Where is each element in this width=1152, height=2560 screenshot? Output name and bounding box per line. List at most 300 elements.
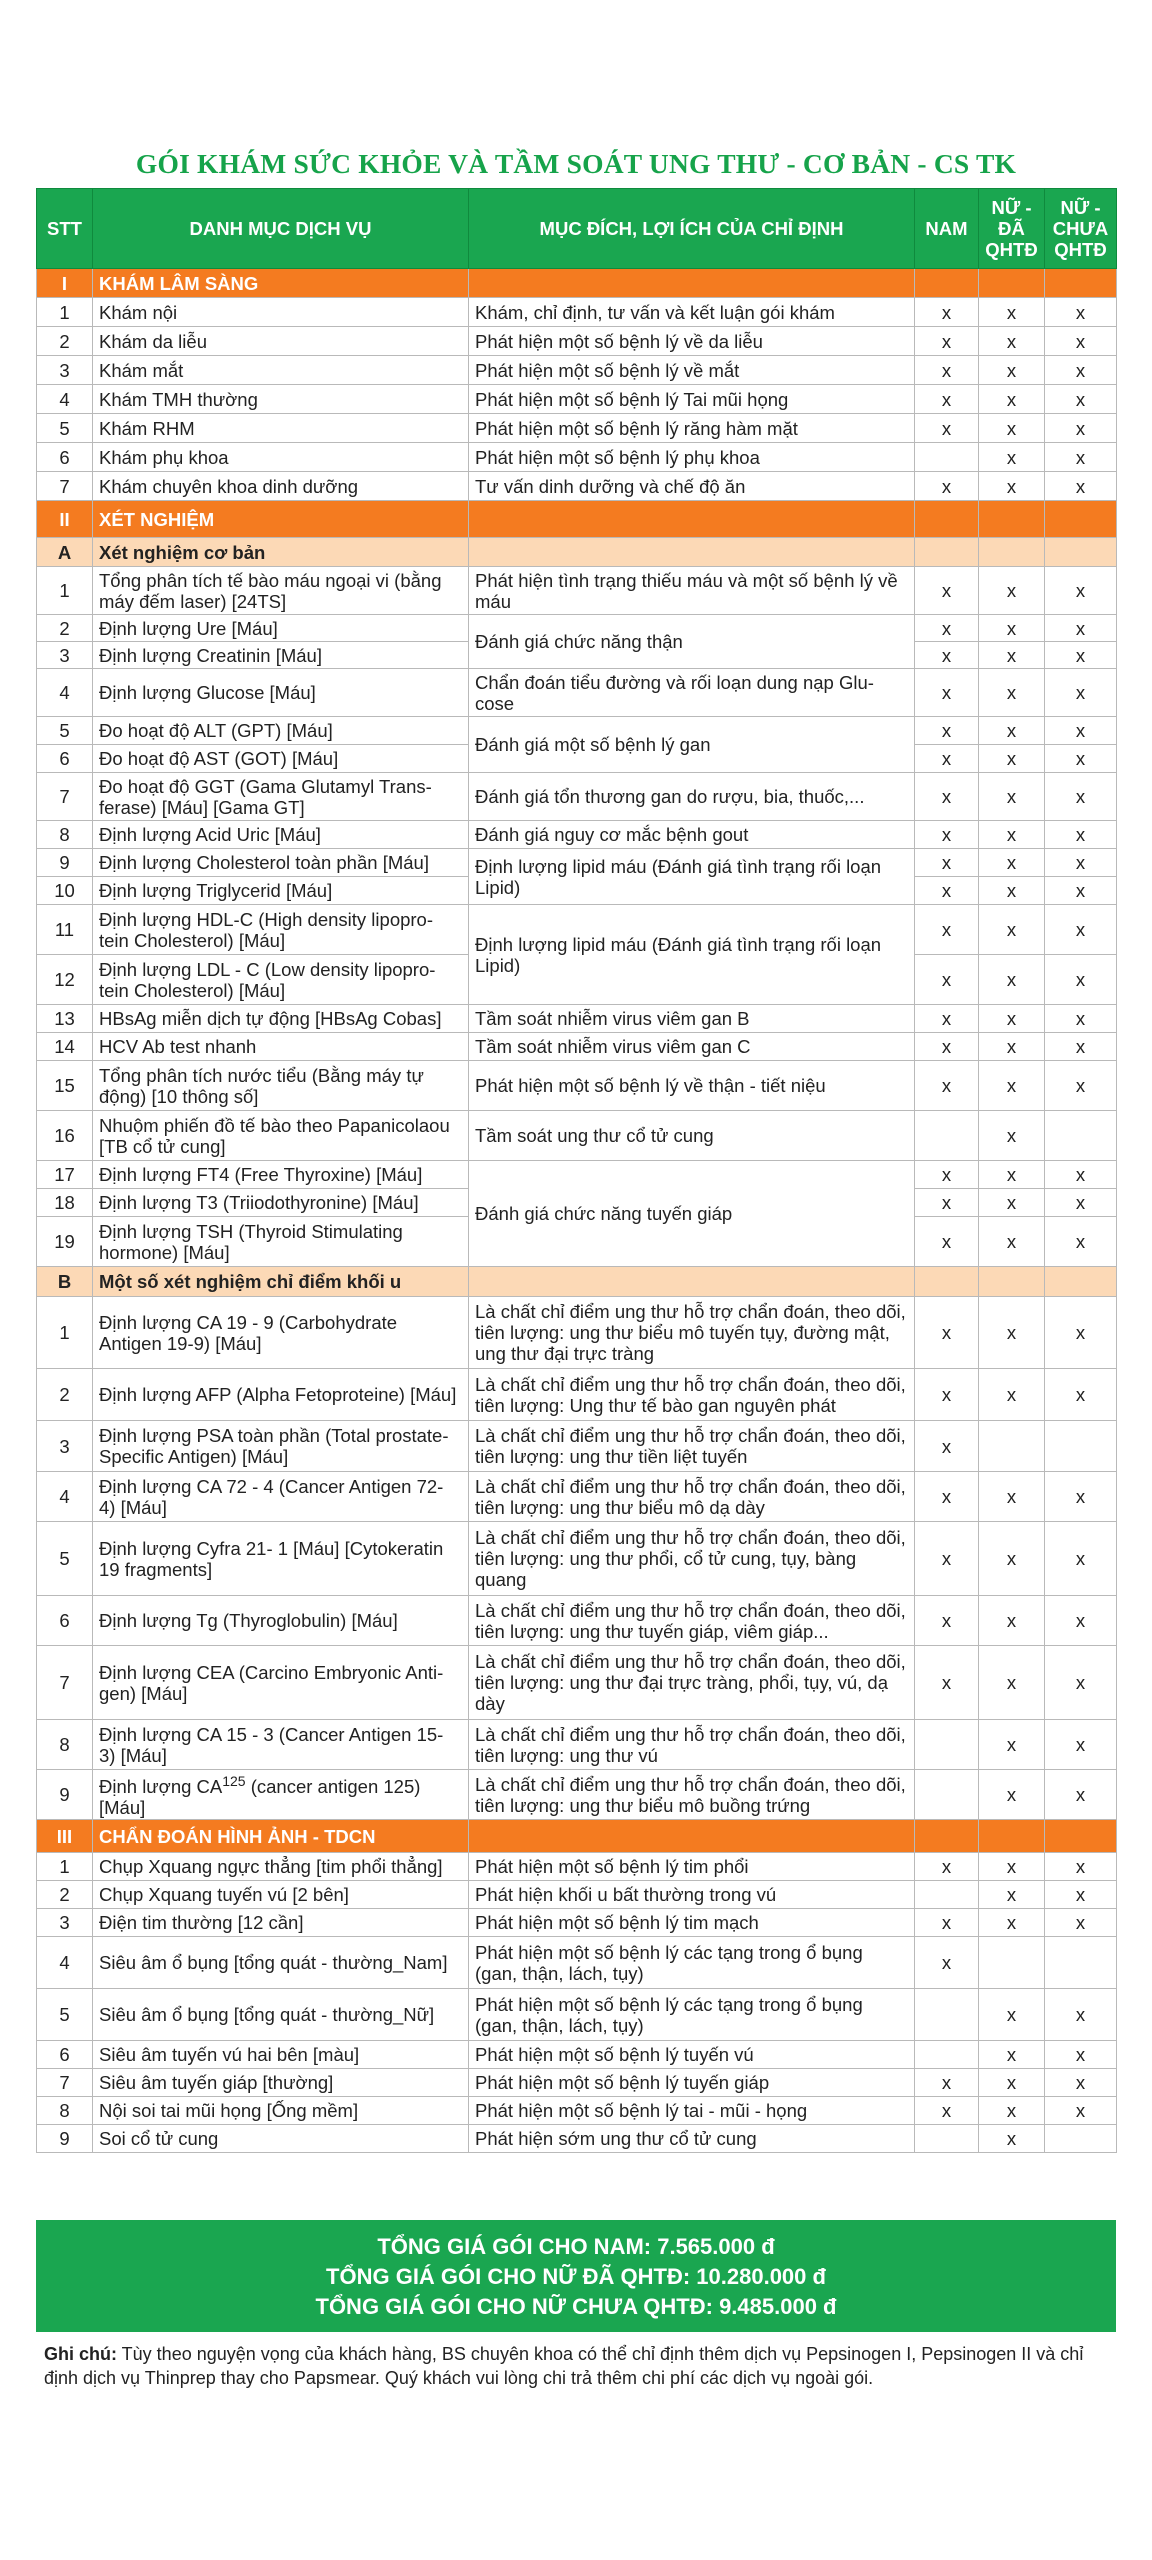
row-service: Định lượng Acid Uric [Máu] (93, 821, 469, 849)
row-stt: 10 (37, 877, 93, 905)
mark-nu-da: x (979, 443, 1045, 472)
mark-nu-da: x (979, 414, 1045, 443)
mark-nam: x (915, 356, 979, 385)
row-purpose: Là chất chỉ điểm ung thư hỗ trợ chẩn đoán, theo dõi, tiên lượng: ung thư tiền liệt tuyến (469, 1421, 915, 1472)
row-service: Tổng phân tích nước tiểu (Bằng máy tự động) [10 thông số] (93, 1061, 469, 1111)
table-row (37, 1033, 1117, 1061)
mark-nu-chua: x (1045, 849, 1117, 877)
table-row (37, 905, 1117, 955)
mark-nu-chua: x (1045, 1909, 1117, 1937)
table-row (37, 669, 1117, 717)
section-number: I (37, 269, 93, 298)
mark-nam: x (915, 1472, 979, 1522)
mark-nam: x (915, 877, 979, 905)
table-row (37, 2041, 1117, 2069)
mark-nam: x (915, 1061, 979, 1111)
mark-nu-da: x (979, 1033, 1045, 1061)
mark-nu-da: x (979, 1596, 1045, 1646)
row-purpose: Là chất chỉ điểm ung thư hỗ trợ chẩn đoán, theo dõi, tiên lượng: ung thư tuyến giáp, viêm giáp... (469, 1596, 915, 1646)
mark-nam: x (915, 1369, 979, 1421)
mark-nam: x (915, 1217, 979, 1267)
table-row (37, 385, 1117, 414)
mark-nam: x (915, 1189, 979, 1217)
row-service: Định lượng CA 19 - 9 (Carbohydrate Antigen 19-9) [Máu] (93, 1297, 469, 1369)
row-service: HBsAg miễn dịch tự động [HBsAg Cobas] (93, 1005, 469, 1033)
mark-nu-chua: x (1045, 877, 1117, 905)
row-purpose: Phát hiện một số bệnh lý tim mạch (469, 1909, 915, 1937)
row-purpose: Chẩn đoán tiểu đường và rối loạn dung nạp Glu-cose (469, 669, 915, 717)
row-purpose: Đánh giá một số bệnh lý gan (469, 717, 915, 773)
mark-nu-da: x (979, 1770, 1045, 1820)
subsection-row (37, 1267, 1117, 1297)
row-stt: 7 (37, 773, 93, 821)
mark-nu-da: x (979, 615, 1045, 642)
row-service: Siêu âm tuyến giáp [thường] (93, 2069, 469, 2097)
row-service-text: (cancer antigen 125) [Máu] (99, 1776, 421, 1819)
row-stt: 3 (37, 356, 93, 385)
row-purpose: Phát hiện một số bệnh lý về da liễu (469, 327, 915, 356)
header-nu-chua: NỮ - CHƯA QHTĐ (1045, 189, 1117, 269)
mark-nu-chua: x (1045, 356, 1117, 385)
row-service: Định lượng Ure [Máu] (93, 615, 469, 642)
mark-nam: x (915, 1646, 979, 1720)
row-purpose: Phát hiện một số bệnh lý các tạng trong ổ bụng (gan, thận, lách, tụy) (469, 1989, 915, 2041)
mark-nam: x (915, 414, 979, 443)
mark-nu-da: x (979, 1111, 1045, 1161)
row-service: Định lượng Tg (Thyroglobulin) [Máu] (93, 1596, 469, 1646)
mark-nu-da: x (979, 773, 1045, 821)
mark-nu-da: x (979, 1472, 1045, 1522)
row-purpose: Là chất chỉ điểm ung thư hỗ trợ chẩn đoán, theo dõi, tiên lượng: Ung thư tế bào gan nguyên phát (469, 1369, 915, 1421)
row-stt: 13 (37, 1005, 93, 1033)
mark-nu-da: x (979, 1005, 1045, 1033)
row-service: Siêu âm ổ bụng [tổng quát - thường_Nam] (93, 1937, 469, 1989)
mark-nu-da: x (979, 1989, 1045, 2041)
row-purpose: Khám, chỉ định, tư vấn và kết luận gói khám (469, 298, 915, 327)
row-service: Định lượng CEA (Carcino Embryonic Anti-gen) [Máu] (93, 1646, 469, 1720)
row-purpose: Phát hiện một số bệnh lý tai - mũi - họng (469, 2097, 915, 2125)
row-service: Định lượng CA 15 - 3 (Cancer Antigen 15- 3) [Máu] (93, 1720, 469, 1770)
price-nam: TỔNG GIÁ GÓI CHO NAM: 7.565.000 đ (377, 2234, 775, 2259)
table-row (37, 1853, 1117, 1881)
row-stt: 2 (37, 615, 93, 642)
table-row (37, 1369, 1117, 1421)
mark-nu-da: x (979, 1369, 1045, 1421)
mark-nu-chua: x (1045, 1061, 1117, 1111)
table-row (37, 1909, 1117, 1937)
mark-nu-chua: x (1045, 1881, 1117, 1909)
section-title: KHÁM LÂM SÀNG (93, 269, 469, 298)
mark-nu-chua: x (1045, 414, 1117, 443)
row-service: Định lượng Triglycerid [Máu] (93, 877, 469, 905)
table-row (37, 2097, 1117, 2125)
mark-nam: x (915, 1937, 979, 1989)
row-service: Đo hoạt độ AST (GOT) [Máu] (93, 745, 469, 773)
row-stt: 6 (37, 745, 93, 773)
table-row (37, 1297, 1117, 1369)
mark-nu-chua: x (1045, 642, 1117, 669)
mark-nam: x (915, 745, 979, 773)
mark-nam: x (915, 567, 979, 615)
row-stt: 8 (37, 1720, 93, 1770)
mark-nu-chua: x (1045, 1853, 1117, 1881)
mark-nu-chua: x (1045, 1472, 1117, 1522)
row-stt: 7 (37, 2069, 93, 2097)
price-nu-da-qhtd: TỔNG GIÁ GÓI CHO NỮ ĐÃ QHTĐ: 10.280.000 đ (326, 2264, 826, 2289)
mark-nu-chua: x (1045, 385, 1117, 414)
row-purpose: Đánh giá tổn thương gan do rượu, bia, thuốc,... (469, 773, 915, 821)
mark-nu-chua: x (1045, 1161, 1117, 1189)
header-stt: STT (37, 189, 93, 269)
row-stt: 2 (37, 1369, 93, 1421)
mark-nam: x (915, 1909, 979, 1937)
row-service: Chụp Xquang tuyến vú [2 bên] (93, 1881, 469, 1909)
row-purpose: Phát hiện một số bệnh lý Tai mũi họng (469, 385, 915, 414)
row-stt: 4 (37, 669, 93, 717)
table-row (37, 1005, 1117, 1033)
row-stt: 16 (37, 1111, 93, 1161)
mark-nu-chua: x (1045, 443, 1117, 472)
mark-nu-da: x (979, 1909, 1045, 1937)
mark-nu-da: x (979, 877, 1045, 905)
mark-nu-da: x (979, 745, 1045, 773)
mark-nam: x (915, 298, 979, 327)
mark-nam: x (915, 669, 979, 717)
mark-nu-chua: x (1045, 1369, 1117, 1421)
table-row (37, 2125, 1117, 2153)
row-service: Định lượng Creatinin [Máu] (93, 642, 469, 669)
mark-nu-chua: x (1045, 1297, 1117, 1369)
mark-nu-chua: x (1045, 1989, 1117, 2041)
row-purpose: Định lượng lipid máu (Đánh giá tình trạng rối loạn Lipid) (469, 849, 915, 905)
row-stt: 5 (37, 414, 93, 443)
row-purpose: Phát hiện một số bệnh lý tuyến vú (469, 2041, 915, 2069)
mark-nu-da: x (979, 642, 1045, 669)
row-purpose: Là chất chỉ điểm ung thư hỗ trợ chẩn đoán, theo dõi, tiên lượng: ung thư biểu mô dạ dày (469, 1472, 915, 1522)
service-table (36, 188, 1117, 2153)
row-purpose: Phát hiện một số bệnh lý về thận - tiết niệu (469, 1061, 915, 1111)
row-purpose: Phát hiện một số bệnh lý răng hàm mặt (469, 414, 915, 443)
row-stt: 1 (37, 567, 93, 615)
row-service: Khám da liễu (93, 327, 469, 356)
row-purpose: Phát hiện một số bệnh lý tim phổi (469, 1853, 915, 1881)
mark-nu-da: x (979, 905, 1045, 955)
row-service: Khám mắt (93, 356, 469, 385)
table-row (37, 773, 1117, 821)
mark-nu-chua: x (1045, 2069, 1117, 2097)
row-stt: 19 (37, 1217, 93, 1267)
mark-nu-chua: x (1045, 472, 1117, 501)
mark-nu-da: x (979, 1646, 1045, 1720)
row-purpose: Phát hiện một số bệnh lý các tạng trong ổ bụng (gan, thận, lách, tụy) (469, 1937, 915, 1989)
row-service: Đo hoạt độ GGT (Gama Glutamyl Trans-ferase) [Máu] [Gama GT] (93, 773, 469, 821)
mark-nu-da: x (979, 1881, 1045, 1909)
header-purpose: MỤC ĐÍCH, LỢI ÍCH CỦA CHỈ ĐỊNH (469, 189, 915, 269)
row-purpose: Định lượng lipid máu (Đánh giá tình trạng rối loạn Lipid) (469, 905, 915, 1005)
row-purpose: Đánh giá nguy cơ mắc bệnh gout (469, 821, 915, 849)
table-row (37, 1061, 1117, 1111)
mark-nu-chua: x (1045, 669, 1117, 717)
mark-nam: x (915, 385, 979, 414)
row-stt: 9 (37, 1770, 93, 1820)
mark-nu-chua: x (1045, 821, 1117, 849)
mark-nam: x (915, 1522, 979, 1596)
mark-nu-da: x (979, 2125, 1045, 2153)
mark-nu-da: x (979, 327, 1045, 356)
section-number: III (37, 1820, 93, 1853)
row-service: Soi cổ tử cung (93, 2125, 469, 2153)
row-service: Tổng phân tích tế bào máu ngoại vi (bằng máy đếm laser) [24TS] (93, 567, 469, 615)
subsection-letter: B (37, 1267, 93, 1297)
mark-nam: x (915, 2097, 979, 2125)
mark-nu-da: x (979, 2097, 1045, 2125)
row-purpose: Phát hiện khối u bất thường trong vú (469, 1881, 915, 1909)
row-service: HCV Ab test nhanh (93, 1033, 469, 1061)
note-text: Tùy theo nguyện vọng của khách hàng, BS chuyên khoa có thể chỉ định thêm dịch vụ Pepsinogen I, Pepsinogen II và chỉ định dịch vụ Thinprep thay cho Papsmear. Quý khách vui lòng chi trả thêm chi phí các dịch vụ ngoài gói. (44, 2344, 1084, 2388)
mark-nu-da: x (979, 821, 1045, 849)
mark-nu-chua: x (1045, 1005, 1117, 1033)
row-stt: 6 (37, 1596, 93, 1646)
mark-nam: x (915, 955, 979, 1005)
mark-nu-da: x (979, 385, 1045, 414)
row-purpose: Là chất chỉ điểm ung thư hỗ trợ chẩn đoán, theo dõi, tiên lượng: ung thư đại trực tràng, phổi, tụy, vú, dạ dày (469, 1646, 915, 1720)
mark-nu-da: x (979, 567, 1045, 615)
row-purpose: Tầm soát ung thư cổ tử cung (469, 1111, 915, 1161)
mark-nam: x (915, 1421, 979, 1472)
mark-nu-da: x (979, 298, 1045, 327)
mark-nu-da: x (979, 2041, 1045, 2069)
row-purpose: Là chất chỉ điểm ung thư hỗ trợ chẩn đoán, theo dõi, tiên lượng: ung thư vú (469, 1720, 915, 1770)
row-service: Nhuộm phiến đồ tế bào theo Papanicolaou [TB cổ tử cung] (93, 1111, 469, 1161)
row-purpose: Là chất chỉ điểm ung thư hỗ trợ chẩn đoán, theo dõi, tiên lượng: ung thư biểu mô tuyến tụy, đường mật, ung thư đại trực tràng (469, 1297, 915, 1369)
mark-nam: x (915, 327, 979, 356)
mark-nu-da: x (979, 1720, 1045, 1770)
mark-nu-da: x (979, 849, 1045, 877)
row-purpose: Phát hiện một số bệnh lý tuyến giáp (469, 2069, 915, 2097)
mark-nu-chua: x (1045, 327, 1117, 356)
mark-nu-da: x (979, 1061, 1045, 1111)
row-service: Định lượng Glucose [Máu] (93, 669, 469, 717)
table-row (37, 821, 1117, 849)
table-row (37, 615, 1117, 642)
row-purpose: Là chất chỉ điểm ung thư hỗ trợ chẩn đoán, theo dõi, tiên lượng: ung thư biểu mô buồng trứng (469, 1770, 915, 1820)
mark-nu-da: x (979, 356, 1045, 385)
row-purpose: Là chất chỉ điểm ung thư hỗ trợ chẩn đoán, theo dõi, tiên lượng: ung thư phổi, cổ tử cung, tụy, bàng quang (469, 1522, 915, 1596)
section-number: II (37, 501, 93, 538)
mark-nu-da: x (979, 1522, 1045, 1596)
row-service: Định lượng LDL - C (Low density lipopro-tein Cholesterol) [Máu] (93, 955, 469, 1005)
mark-nu-da: x (979, 1853, 1045, 1881)
mark-nam: x (915, 773, 979, 821)
section-title: XÉT NGHIỆM (93, 501, 469, 538)
table-row (37, 849, 1117, 877)
price-summary (36, 2220, 1116, 2332)
mark-nu-da: x (979, 472, 1045, 501)
row-stt: 6 (37, 443, 93, 472)
table-row (37, 1881, 1117, 1909)
mark-nu-chua: x (1045, 905, 1117, 955)
mark-nam: x (915, 821, 979, 849)
section-row (37, 269, 1117, 298)
table-row (37, 1989, 1117, 2041)
mark-nam: x (915, 1297, 979, 1369)
row-service: Định lượng T3 (Triiodothyronine) [Máu] (93, 1189, 469, 1217)
mark-nu-da: x (979, 669, 1045, 717)
row-stt: 5 (37, 717, 93, 745)
row-stt: 5 (37, 1522, 93, 1596)
row-stt: 2 (37, 1881, 93, 1909)
row-service: Khám RHM (93, 414, 469, 443)
table-row (37, 717, 1117, 745)
row-stt: 11 (37, 905, 93, 955)
note-label: Ghi chú: (44, 2344, 117, 2364)
row-service: Nội soi tai mũi họng [Ống mềm] (93, 2097, 469, 2125)
mark-nu-da: x (979, 1189, 1045, 1217)
price-nu-chua-qhtd: TỔNG GIÁ GÓI CHO NỮ CHƯA QHTĐ: 9.485.000 đ (315, 2294, 837, 2319)
mark-nu-chua: x (1045, 773, 1117, 821)
row-stt: 2 (37, 327, 93, 356)
subsection-title: Xét nghiệm cơ bản (93, 538, 469, 567)
mark-nu-chua: x (1045, 717, 1117, 745)
row-purpose: Đánh giá chức năng tuyến giáp (469, 1161, 915, 1267)
table-row (37, 1421, 1117, 1472)
mark-nam: x (915, 1853, 979, 1881)
table-row (37, 1522, 1117, 1596)
mark-nu-chua: x (1045, 2097, 1117, 2125)
table-row (37, 1161, 1117, 1189)
row-stt: 12 (37, 955, 93, 1005)
mark-nu-da: x (979, 2069, 1045, 2097)
mark-nu-chua: x (1045, 1522, 1117, 1596)
row-stt: 3 (37, 1909, 93, 1937)
row-stt: 3 (37, 1421, 93, 1472)
row-stt: 7 (37, 1646, 93, 1720)
mark-nam: x (915, 717, 979, 745)
row-purpose: Đánh giá chức năng thận (469, 615, 915, 669)
section-title: CHẨN ĐOÁN HÌNH ẢNH - TDCN (93, 1820, 469, 1853)
row-purpose: Tầm soát nhiễm virus viêm gan C (469, 1033, 915, 1061)
mark-nu-chua: x (1045, 1189, 1117, 1217)
row-purpose: Phát hiện một số bệnh lý về mắt (469, 356, 915, 385)
row-service-superscript: 125 (222, 1772, 246, 1789)
row-stt: 1 (37, 298, 93, 327)
row-stt: 4 (37, 1937, 93, 1989)
mark-nu-chua: x (1045, 1217, 1117, 1267)
row-service: Định lượng Cholesterol toàn phần [Máu] (93, 849, 469, 877)
row-stt: 1 (37, 1853, 93, 1881)
mark-nam: x (915, 615, 979, 642)
table-row (37, 472, 1117, 501)
header-service: DANH MỤC DỊCH VỤ (93, 189, 469, 269)
mark-nu-da: x (979, 955, 1045, 1005)
row-stt: 9 (37, 2125, 93, 2153)
row-stt: 15 (37, 1061, 93, 1111)
row-service: Định lượng HDL-C (High density lipopro-tein Cholesterol) [Máu] (93, 905, 469, 955)
subsection-letter: A (37, 538, 93, 567)
row-service: Định lượng CA 72 - 4 (Cancer Antigen 72- 4) [Máu] (93, 1472, 469, 1522)
table-header-row (37, 189, 1117, 269)
mark-nu-chua: x (1045, 1596, 1117, 1646)
row-purpose: Phát hiện sớm ung thư cổ tử cung (469, 2125, 915, 2153)
mark-nu-chua: x (1045, 298, 1117, 327)
subsection-title: Một số xét nghiệm chỉ điểm khối u (93, 1267, 469, 1297)
row-stt: 1 (37, 1297, 93, 1369)
table-row (37, 1646, 1117, 1720)
note (44, 2342, 1108, 2390)
row-service: Khám chuyên khoa dinh dưỡng (93, 472, 469, 501)
row-service: Khám phụ khoa (93, 443, 469, 472)
mark-nam: x (915, 1596, 979, 1646)
mark-nu-chua: x (1045, 1720, 1117, 1770)
row-service: Đo hoạt độ ALT (GPT) [Máu] (93, 717, 469, 745)
table-row (37, 1111, 1117, 1161)
mark-nam: x (915, 849, 979, 877)
row-stt: 9 (37, 849, 93, 877)
table-row (37, 443, 1117, 472)
row-service (93, 1770, 469, 1820)
row-service: Định lượng PSA toàn phần (Total prostate-Specific Antigen) [Máu] (93, 1421, 469, 1472)
section-row (37, 501, 1117, 538)
mark-nu-chua: x (1045, 1770, 1117, 1820)
table-row (37, 298, 1117, 327)
mark-nu-chua: x (1045, 745, 1117, 773)
mark-nam: x (915, 2069, 979, 2097)
mark-nu-chua: x (1045, 1646, 1117, 1720)
mark-nu-chua: x (1045, 615, 1117, 642)
subsection-row (37, 538, 1117, 567)
row-stt: 8 (37, 821, 93, 849)
row-stt: 7 (37, 472, 93, 501)
row-service: Điện tim thường [12 cần] (93, 1909, 469, 1937)
mark-nu-chua: x (1045, 1033, 1117, 1061)
row-service: Siêu âm tuyến vú hai bên [màu] (93, 2041, 469, 2069)
mark-nam: x (915, 472, 979, 501)
header-nam: NAM (915, 189, 979, 269)
row-stt: 4 (37, 1472, 93, 1522)
row-service: Định lượng AFP (Alpha Fetoproteine) [Máu] (93, 1369, 469, 1421)
table-row (37, 327, 1117, 356)
mark-nam: x (915, 642, 979, 669)
table-row (37, 2069, 1117, 2097)
table-row (37, 1472, 1117, 1522)
mark-nu-da: x (979, 1161, 1045, 1189)
row-stt: 17 (37, 1161, 93, 1189)
row-service: Khám nội (93, 298, 469, 327)
table-row (37, 567, 1117, 615)
table-row (37, 1937, 1117, 1989)
mark-nam: x (915, 1005, 979, 1033)
row-service: Định lượng TSH (Thyroid Stimulating hormone) [Máu] (93, 1217, 469, 1267)
row-purpose: Tư vấn dinh dưỡng và chế độ ăn (469, 472, 915, 501)
row-stt: 6 (37, 2041, 93, 2069)
row-service: Định lượng Cyfra 21- 1 [Máu] [Cytokeratin 19 fragments] (93, 1522, 469, 1596)
section-row (37, 1820, 1117, 1853)
row-stt: 14 (37, 1033, 93, 1061)
mark-nam: x (915, 905, 979, 955)
row-service: Chụp Xquang ngực thẳng [tim phổi thẳng] (93, 1853, 469, 1881)
row-stt: 4 (37, 385, 93, 414)
row-service: Khám TMH thường (93, 385, 469, 414)
table-row (37, 1596, 1117, 1646)
mark-nam: x (915, 1033, 979, 1061)
table-row (37, 356, 1117, 385)
row-purpose: Phát hiện tình trạng thiếu máu và một số bệnh lý về máu (469, 567, 915, 615)
header-nu-da: NỮ - ĐÃ QHTĐ (979, 189, 1045, 269)
row-purpose: Tầm soát nhiễm virus viêm gan B (469, 1005, 915, 1033)
row-stt: 18 (37, 1189, 93, 1217)
mark-nu-da: x (979, 1297, 1045, 1369)
page-title: GÓI KHÁM SỨC KHỎE VÀ TẦM SOÁT UNG THƯ - CƠ BẢN - CS TK (135, 148, 1017, 179)
